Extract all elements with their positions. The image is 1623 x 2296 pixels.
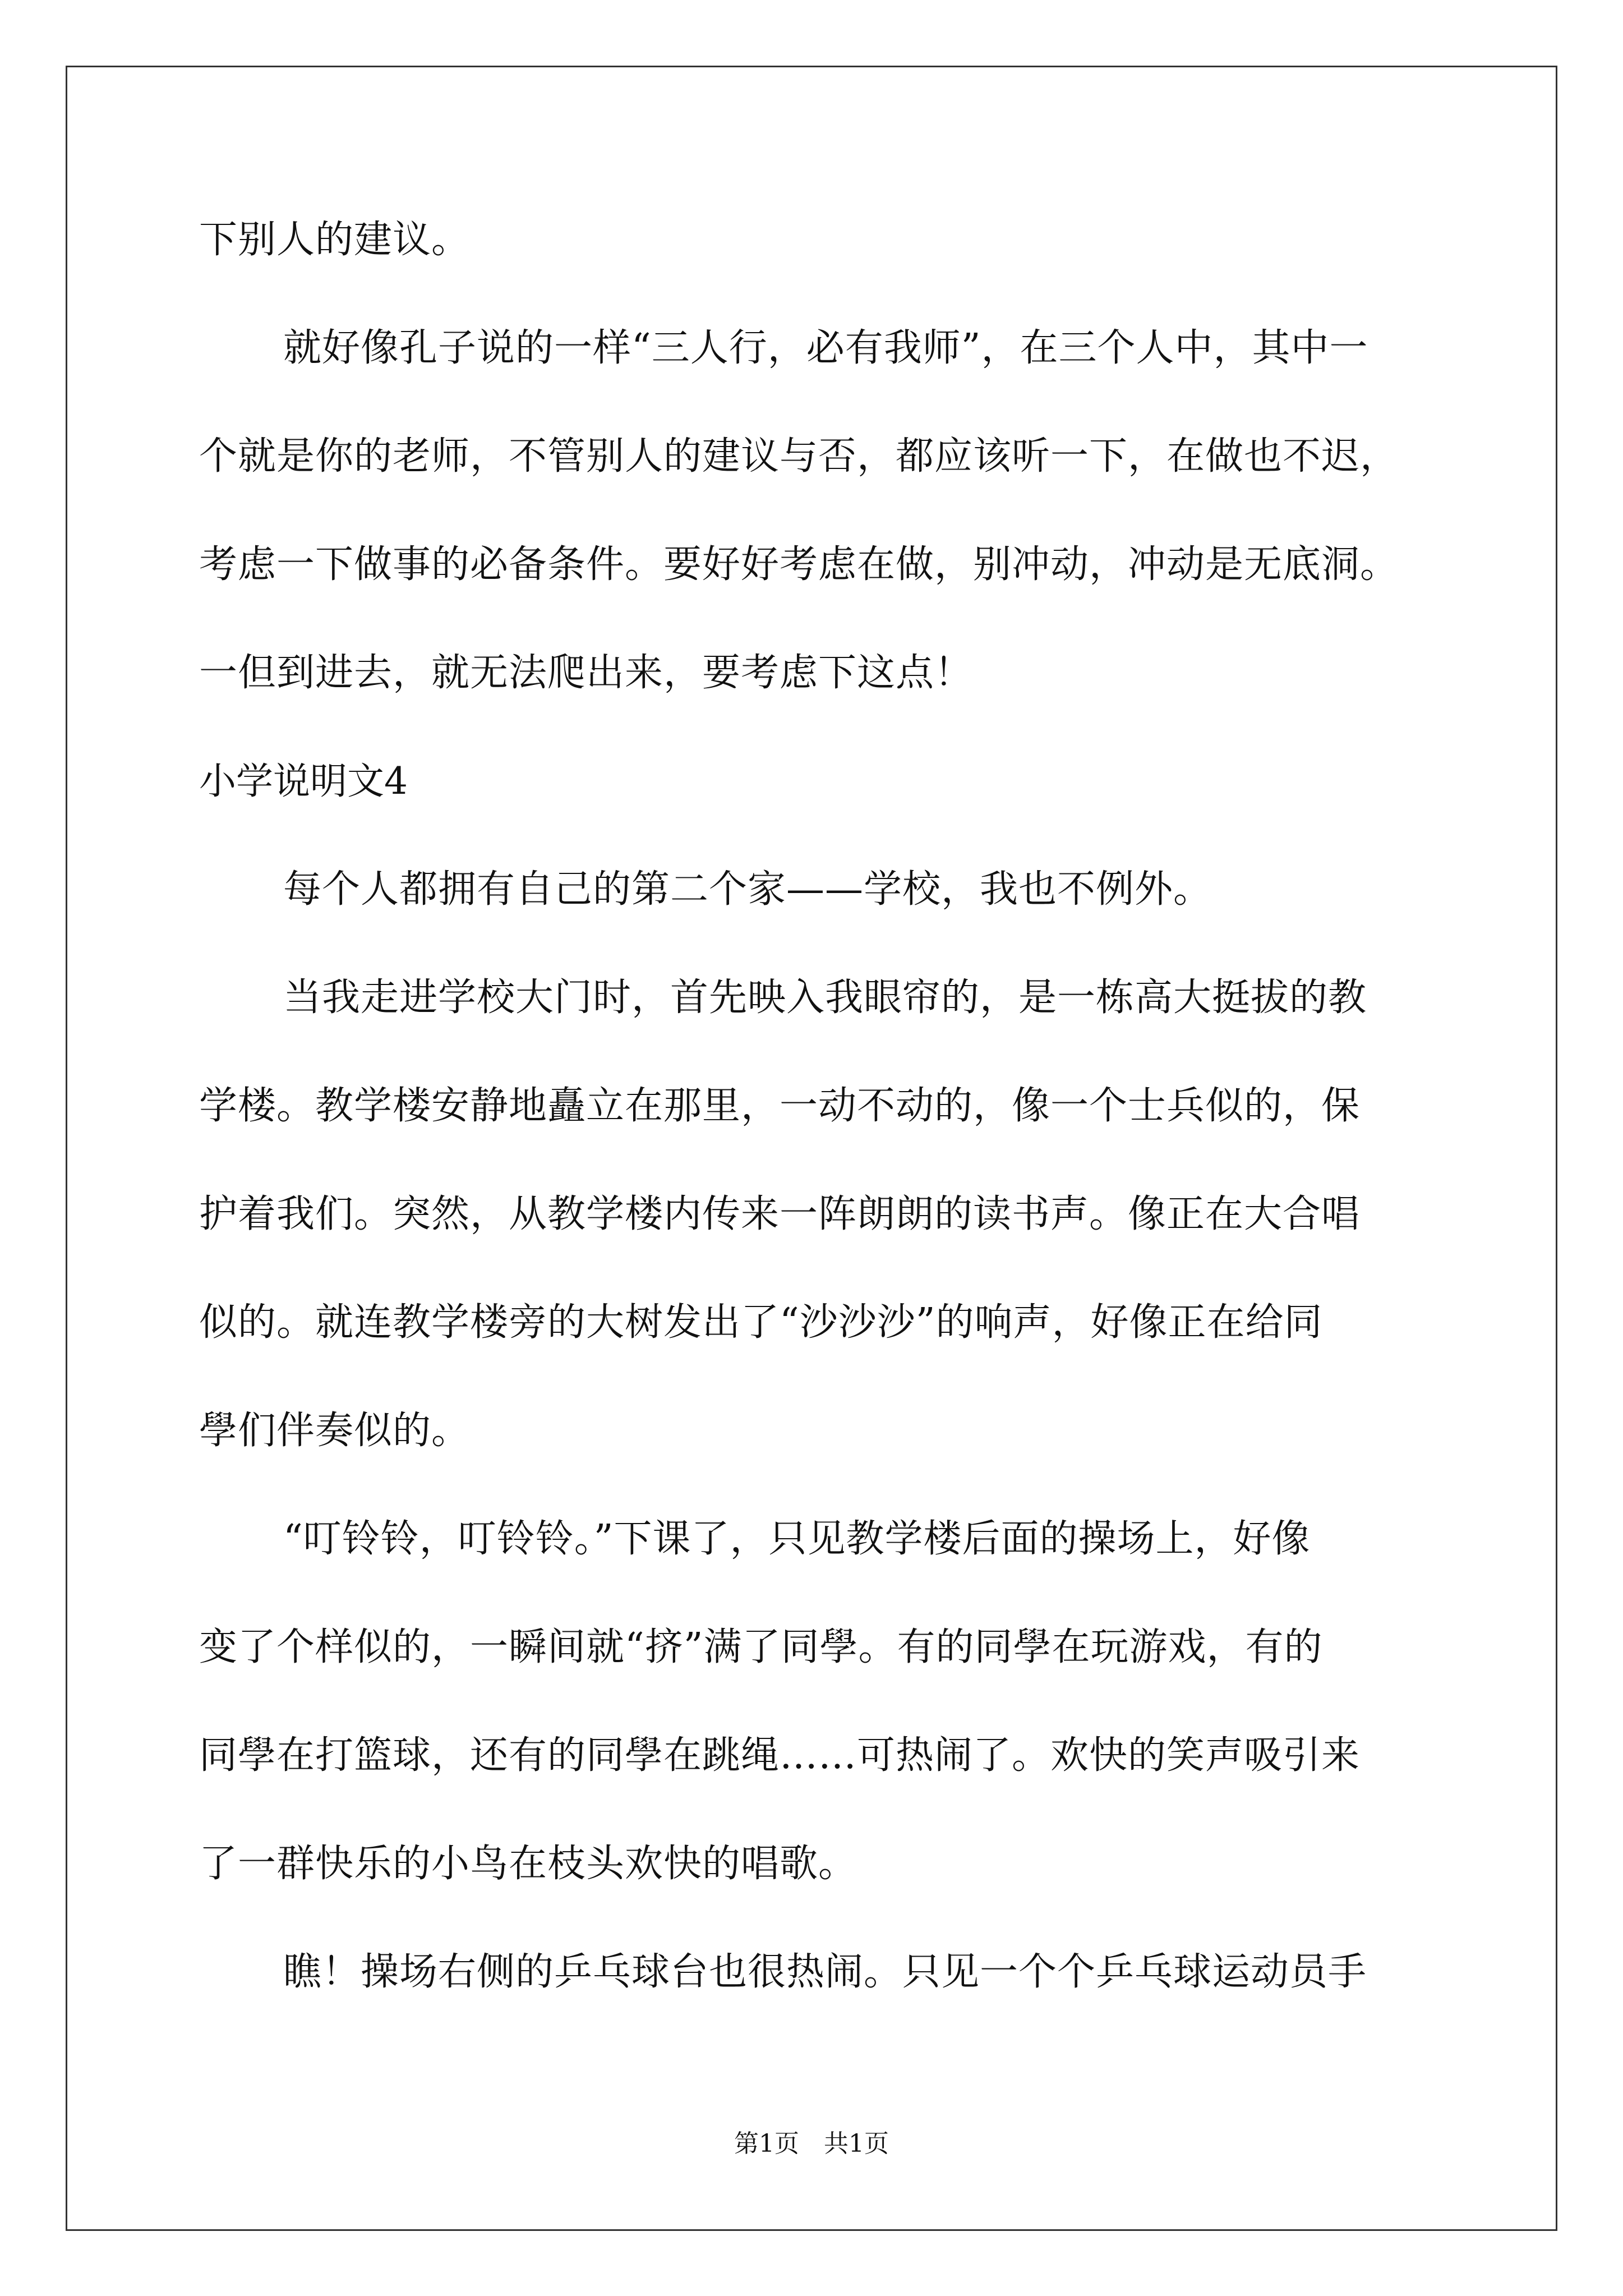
paragraph-line: “叮铃铃，叮铃铃。”下课了，只见教学楼后面的操场上，好像 <box>283 1517 1311 1561</box>
paragraph-line: 当我走进学校大门时，首先映入我眼帘的，是一栋高大挺拔的教 <box>283 976 1367 1020</box>
paragraph-line: 学楼。教学楼安静地矗立在那里，一动不动的，像一个士兵似的，保 <box>199 1084 1361 1128</box>
paragraph-line: 似的。就连教学楼旁的大树发出了“沙沙沙”的响声，好像正在给同 <box>199 1300 1323 1345</box>
paragraph-line: 瞧！操场右侧的乒乓球台也很热闹。只见一个个乒乓球运动员手 <box>283 1950 1367 1994</box>
paragraph-line: 个就是你的老师，不管别人的建议与否，都应该听一下，在做也不迟， <box>199 434 1399 478</box>
paragraph-line: 下别人的建议。 <box>199 218 471 262</box>
section-heading: 小学说明文4 <box>199 760 408 803</box>
paragraph-line: 同學在打篮球，还有的同學在跳绳……可热闹了。欢快的笑声吸引来 <box>199 1733 1361 1778</box>
paragraph-line: 一但到进去，就无法爬出来，要考虑下这点！ <box>199 651 974 695</box>
document-body <box>199 213 1472 1999</box>
paragraph-line: 考虑一下做事的必备条件。要好好考虑在做，别冲动，冲动是无底洞。 <box>199 542 1399 587</box>
paragraph-line: 學们伴奏似的。 <box>199 1409 471 1453</box>
paragraph-line: 每个人都拥有自己的第二个家——学校，我也不例外。 <box>283 867 1212 912</box>
paragraph-line: 了一群快乐的小鸟在枝头欢快的唱歌。 <box>199 1842 857 1886</box>
paragraph-line: 变了个样似的，一瞬间就“挤”满了同學。有的同學在玩游戏，有的 <box>199 1625 1323 1669</box>
paragraph-line: 就好像孔子说的一样“三人行，必有我师”，在三个人中，其中一 <box>283 326 1368 370</box>
paragraph-line: 护着我们。突然，从教学楼内传来一阵朗朗的读书声。像正在大合唱 <box>199 1192 1361 1236</box>
page-number-footer: 第1页 共1页 <box>734 2129 889 2158</box>
